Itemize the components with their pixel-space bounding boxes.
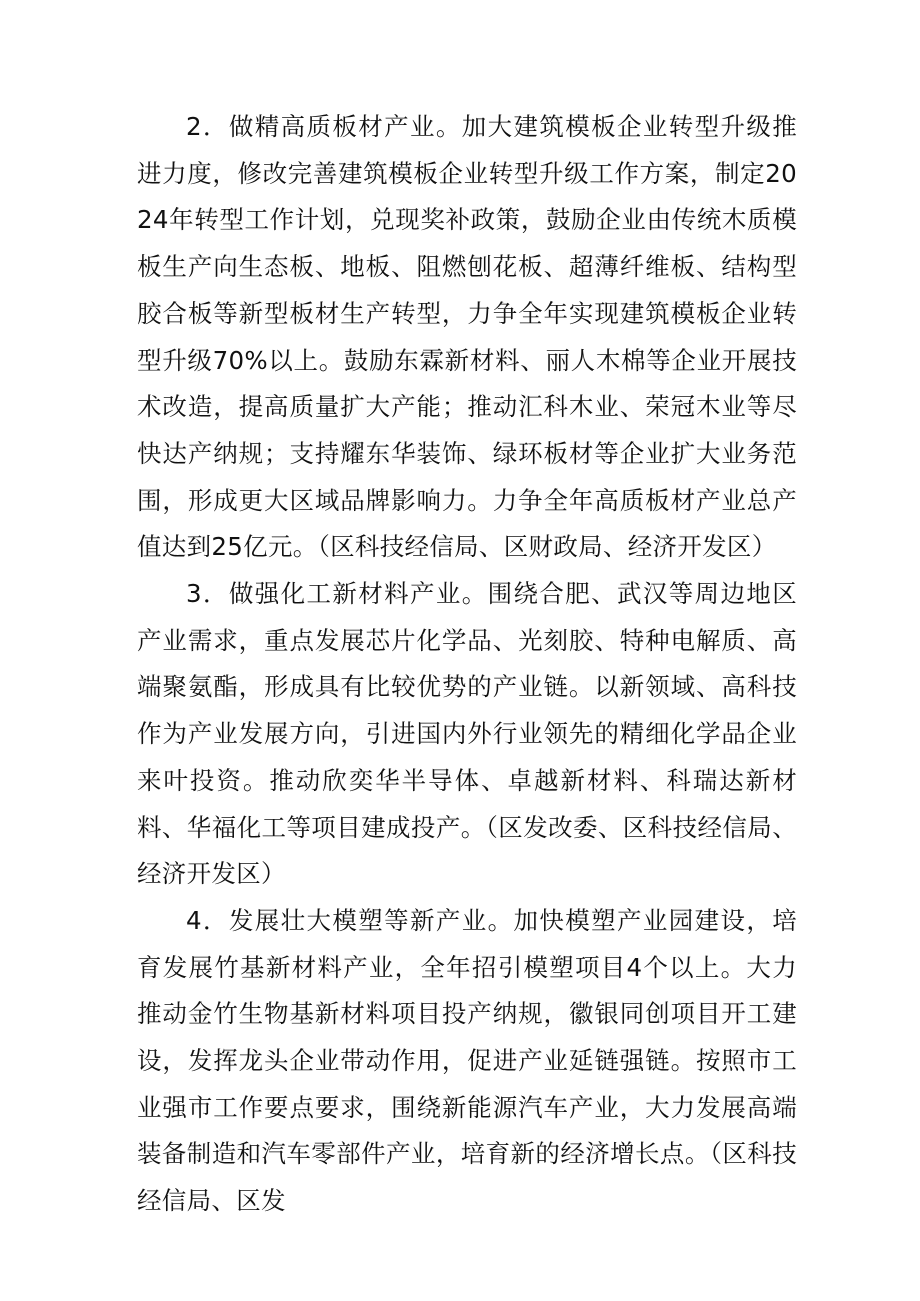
paragraph-molding-industry: 4．发展壮大模塑等新产业。加快模塑产业园建设，培育发展竹基新材料产业，全年招引模塑项目4个以上。大力推动金竹生物基新材料项目投产纳规，徽银同创项目开工建设，发挥龙头企业带动作用，促进产业延链强链。按照市工业强市工作要点要求，围绕新能源汽车产业，大力发展高端装备制造和汽车零部件产业，培育新的经济增长点。（区科技经信局、区发 [137,905,797,1216]
document-body [137,104,797,1225]
paragraph-board-industry: 2．做精高质板材产业。加大建筑模板企业转型升级推进力度，修改完善建筑模板企业转型升级工作方案，制定2024年转型工作计划，兑现奖补政策，鼓励企业由传统木质模板生产向生态板、地板、阻燃刨花板、超薄纤维板、结构型胶合板等新型板材生产转型，力争全年实现建筑模板企业转型升级70%以上。鼓励东霖新材料、丽人木棉等企业开展技术改造，提高质量扩大产能；推动汇科木业、荣冠木业等尽快达产纳规；支持耀东华装饰、绿环板材等企业扩大业务范围，形成更大区域品牌影响力。力争全年高质板材产业总产值达到25亿元。（区科技经信局、区财政局、经济开发区） [137,112,797,562]
paragraph-chemical-materials: 3．做强化工新材料产业。围绕合肥、武汉等周边地区产业需求，重点发展芯片化学品、光刻胶、特种电解质、高端聚氨酯，形成具有比较优势的产业链。以新领域、高科技作为产业发展方向，引进国内外行业领先的精细化学品企业来叶投资。推动欣奕华半导体、卓越新材料、科瑞达新材料、华福化工等项目建成投产。（区发改委、区科技经信局、经济开发区） [137,579,797,889]
